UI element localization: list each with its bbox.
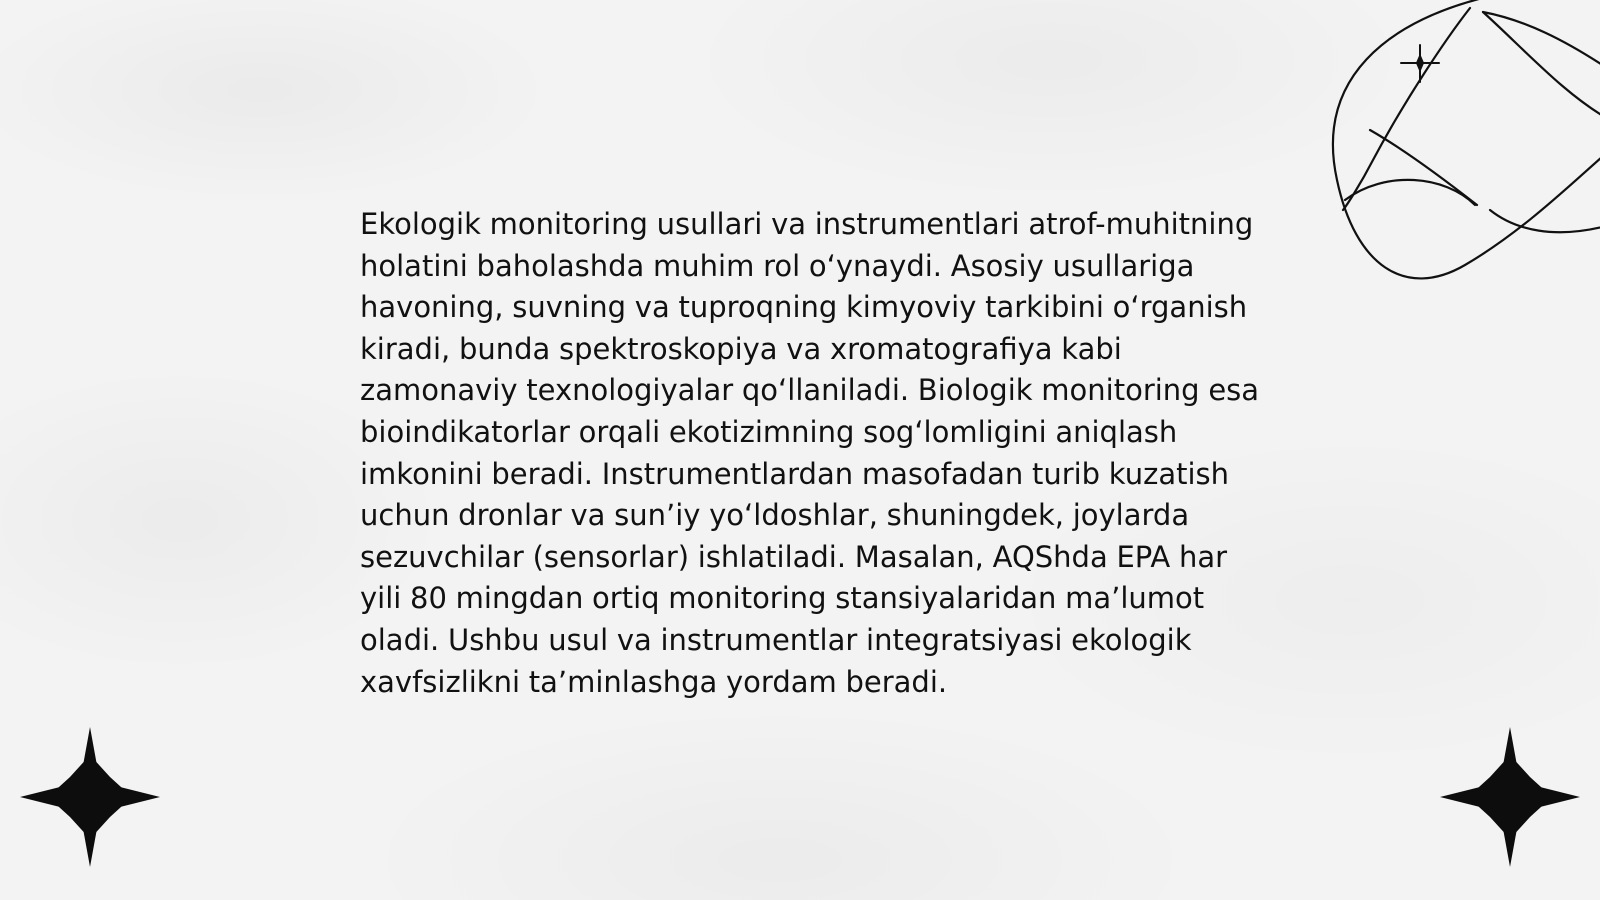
slide-body-text: Ekologik monitoring usullari va instrumentlari atrof-muhitning holatini baholashda muhim rol oʻynaydi. Asosiy usullariga havoning, suvning va tuproqning kimyoviy tarkibini oʻrganish kiradi, bunda spektroskopiya va xromatografiya kabi zamonaviy texnologiyalar qoʻllaniladi. Biologik monitoring esa bioindikatorlar orqali ekotizimning sogʻlomligini aniqlash imkonini beradi. Instrumentlardan masofadan turib kuzatish uchun dronlar va sunʼiy yoʻldoshlar, shuningdek, joylarda sezuvchilar (sensorlar) ishlatiladi. Masalan, AQShda EPA har yili 80 mingdan ortiq monitoring stansiyalaridan maʼlumot oladi. Ushbu usul va instrumentlar integratsiyasi ekologik xavfsizlikni taʼminlashga yordam beradi. [360, 207, 1260, 699]
orbit-lines-icon [1325, 0, 1600, 290]
four-point-star-icon [1440, 727, 1580, 867]
four-point-star-icon [20, 727, 160, 867]
sparkle-icon [1401, 45, 1439, 82]
